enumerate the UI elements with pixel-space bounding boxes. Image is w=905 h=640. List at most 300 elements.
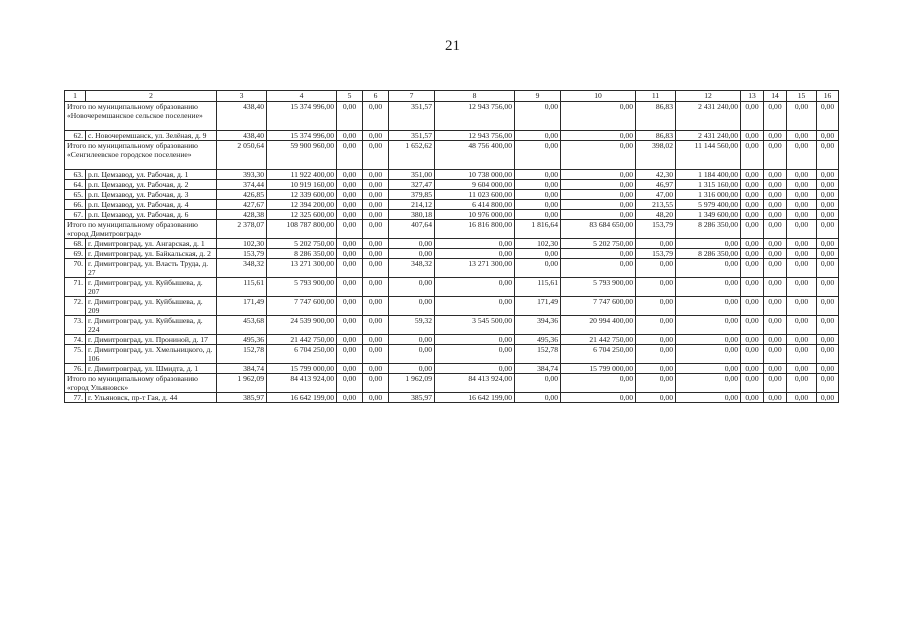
value-cell: 8 286 350,00 — [267, 249, 337, 259]
value-cell: 0,00 — [787, 210, 817, 220]
value-cell: 0,00 — [337, 141, 363, 170]
value-cell: 0,00 — [764, 335, 787, 345]
value-cell: 59,32 — [389, 316, 435, 335]
value-cell: 0,00 — [817, 210, 839, 220]
value-cell: 0,00 — [817, 220, 839, 239]
value-cell: 0,00 — [764, 102, 787, 131]
value-cell: 0,00 — [787, 131, 817, 141]
table-row — [65, 316, 839, 335]
column-number: 6 — [363, 91, 389, 102]
value-cell: 0,00 — [337, 364, 363, 374]
value-cell: 16 816 800,00 — [435, 220, 515, 239]
value-cell: 21 442 750,00 — [267, 335, 337, 345]
value-cell: 0,00 — [389, 297, 435, 316]
row-index: 63. — [65, 170, 86, 180]
value-cell: 214,12 — [389, 200, 435, 210]
value-cell: 438,40 — [217, 102, 267, 131]
value-cell: 8 286 350,00 — [676, 220, 741, 239]
value-cell: 12 943 756,00 — [435, 131, 515, 141]
value-cell: 348,32 — [217, 259, 267, 278]
value-cell: 1 316 000,00 — [676, 190, 741, 200]
address-cell: г. Димитровград, ул. Ангарская, д. 1 — [86, 239, 217, 249]
value-cell: 0,00 — [676, 297, 741, 316]
value-cell: 0,00 — [363, 345, 389, 364]
value-cell: 171,49 — [217, 297, 267, 316]
value-cell: 0,00 — [515, 131, 561, 141]
value-cell: 0,00 — [787, 316, 817, 335]
column-number: 8 — [435, 91, 515, 102]
value-cell: 15 799 000,00 — [561, 364, 636, 374]
value-cell: 6 704 250,00 — [267, 345, 337, 364]
value-cell: 0,00 — [561, 180, 636, 190]
value-cell: 10 976 000,00 — [435, 210, 515, 220]
value-cell: 0,00 — [741, 239, 764, 249]
value-cell: 0,00 — [764, 278, 787, 297]
value-cell: 0,00 — [817, 131, 839, 141]
value-cell: 0,00 — [741, 170, 764, 180]
value-cell: 0,00 — [817, 374, 839, 393]
register-table-container — [64, 90, 838, 403]
value-cell: 46,97 — [636, 180, 676, 190]
value-cell: 0,00 — [764, 220, 787, 239]
value-cell: 0,00 — [741, 210, 764, 220]
value-cell: 0,00 — [337, 210, 363, 220]
table-row — [65, 297, 839, 316]
value-cell: 0,00 — [764, 345, 787, 364]
address-cell: г. Ульяновск, пр-т Гая, д. 44 — [86, 393, 217, 403]
value-cell: 0,00 — [515, 170, 561, 180]
value-cell: 0,00 — [337, 278, 363, 297]
value-cell: 12 325 600,00 — [267, 210, 337, 220]
value-cell: 0,00 — [636, 239, 676, 249]
value-cell: 0,00 — [389, 364, 435, 374]
value-cell: 12 943 756,00 — [435, 102, 515, 131]
value-cell: 380,18 — [389, 210, 435, 220]
value-cell: 0,00 — [764, 131, 787, 141]
address-cell: р.п. Цемзавод, ул. Рабочая, д. 6 — [86, 210, 217, 220]
value-cell: 374,44 — [217, 180, 267, 190]
value-cell: 0,00 — [435, 249, 515, 259]
value-cell: 495,36 — [515, 335, 561, 345]
table-row — [65, 335, 839, 345]
value-cell: 16 642 199,00 — [267, 393, 337, 403]
value-cell: 351,57 — [389, 131, 435, 141]
value-cell: 0,00 — [515, 200, 561, 210]
row-index: 62. — [65, 131, 86, 141]
address-cell: г. Димитровград, ул. Куйбышева, д. 207 — [86, 278, 217, 297]
value-cell: 0,00 — [337, 259, 363, 278]
value-cell: 0,00 — [337, 297, 363, 316]
value-cell: 2 378,07 — [217, 220, 267, 239]
value-cell: 0,00 — [636, 374, 676, 393]
row-index: 71. — [65, 278, 86, 297]
column-number: 15 — [787, 91, 817, 102]
value-cell: 102,30 — [217, 239, 267, 249]
value-cell: 0,00 — [787, 393, 817, 403]
table-row — [65, 345, 839, 364]
value-cell: 0,00 — [363, 210, 389, 220]
value-cell: 0,00 — [817, 364, 839, 374]
row-index: 68. — [65, 239, 86, 249]
value-cell: 2 431 240,00 — [676, 131, 741, 141]
value-cell: 0,00 — [561, 131, 636, 141]
value-cell: 0,00 — [515, 210, 561, 220]
value-cell: 1 962,09 — [389, 374, 435, 393]
value-cell: 0,00 — [787, 374, 817, 393]
value-cell: 0,00 — [389, 345, 435, 364]
value-cell: 384,74 — [515, 364, 561, 374]
value-cell: 0,00 — [676, 239, 741, 249]
value-cell: 0,00 — [741, 102, 764, 131]
row-index: 65. — [65, 190, 86, 200]
value-cell: 453,68 — [217, 316, 267, 335]
row-index: 73. — [65, 316, 86, 335]
value-cell: 0,00 — [817, 200, 839, 210]
address-cell: г. Димитровград, ул. Шмидта, д. 1 — [86, 364, 217, 374]
value-cell: 0,00 — [337, 239, 363, 249]
value-cell: 0,00 — [561, 102, 636, 131]
address-cell: г. Димитровград, ул. Байкальская, д. 2 — [86, 249, 217, 259]
value-cell: 0,00 — [561, 249, 636, 259]
value-cell: 398,02 — [636, 141, 676, 170]
value-cell: 393,30 — [217, 170, 267, 180]
value-cell: 426,85 — [217, 190, 267, 200]
value-cell: 0,00 — [435, 278, 515, 297]
value-cell: 0,00 — [741, 316, 764, 335]
value-cell: 6 704 250,00 — [561, 345, 636, 364]
value-cell: 0,00 — [561, 210, 636, 220]
value-cell: 348,32 — [389, 259, 435, 278]
value-cell: 0,00 — [363, 316, 389, 335]
value-cell: 0,00 — [515, 249, 561, 259]
address-cell: р.п. Цемзавод, ул. Рабочая, д. 3 — [86, 190, 217, 200]
table-row — [65, 278, 839, 297]
column-number: 13 — [741, 91, 764, 102]
value-cell: 0,00 — [676, 316, 741, 335]
row-index: 77. — [65, 393, 86, 403]
column-number: 7 — [389, 91, 435, 102]
value-cell: 0,00 — [787, 102, 817, 131]
value-cell: 5 202 750,00 — [267, 239, 337, 249]
value-cell: 0,00 — [764, 210, 787, 220]
value-cell: 0,00 — [741, 374, 764, 393]
table-row — [65, 210, 839, 220]
value-cell: 0,00 — [676, 393, 741, 403]
row-index: 64. — [65, 180, 86, 190]
value-cell: 48,20 — [636, 210, 676, 220]
value-cell: 0,00 — [817, 316, 839, 335]
value-cell: 0,00 — [561, 190, 636, 200]
value-cell: 407,64 — [389, 220, 435, 239]
value-cell: 0,00 — [741, 345, 764, 364]
value-cell: 379,85 — [389, 190, 435, 200]
value-cell: 0,00 — [636, 345, 676, 364]
value-cell: 16 642 199,00 — [435, 393, 515, 403]
value-cell: 21 442 750,00 — [561, 335, 636, 345]
value-cell: 0,00 — [741, 180, 764, 190]
value-cell: 0,00 — [337, 393, 363, 403]
value-cell: 0,00 — [787, 297, 817, 316]
value-cell: 213,55 — [636, 200, 676, 210]
address-cell: г. Димитровград, ул. Прониной, д. 17 — [86, 335, 217, 345]
value-cell: 0,00 — [435, 364, 515, 374]
value-cell: 0,00 — [817, 345, 839, 364]
subtotal-label: Итого по муниципальному образованию «город Димитровград» — [65, 220, 217, 239]
value-cell: 0,00 — [337, 131, 363, 141]
value-cell: 1 349 600,00 — [676, 210, 741, 220]
value-cell: 0,00 — [636, 316, 676, 335]
value-cell: 0,00 — [363, 393, 389, 403]
subtotal-row — [65, 220, 839, 239]
row-index: 76. — [65, 364, 86, 374]
column-number: 4 — [267, 91, 337, 102]
value-cell: 2 050,64 — [217, 141, 267, 170]
value-cell: 0,00 — [787, 278, 817, 297]
value-cell: 5 202 750,00 — [561, 239, 636, 249]
column-number: 11 — [636, 91, 676, 102]
column-number: 12 — [676, 91, 741, 102]
value-cell: 0,00 — [337, 374, 363, 393]
address-cell: с. Новочеремшанск, ул. Зелёная, д. 9 — [86, 131, 217, 141]
value-cell: 0,00 — [676, 335, 741, 345]
page-number: 21 — [445, 38, 460, 54]
value-cell: 0,00 — [636, 335, 676, 345]
table-row — [65, 249, 839, 259]
value-cell: 0,00 — [363, 131, 389, 141]
value-cell: 8 286 350,00 — [676, 249, 741, 259]
value-cell: 0,00 — [636, 297, 676, 316]
value-cell: 0,00 — [337, 190, 363, 200]
value-cell: 0,00 — [676, 374, 741, 393]
address-cell: г. Димитровград, ул. Куйбышева, д. 224 — [86, 316, 217, 335]
value-cell: 0,00 — [787, 220, 817, 239]
value-cell: 0,00 — [337, 345, 363, 364]
value-cell: 351,00 — [389, 170, 435, 180]
value-cell: 0,00 — [764, 374, 787, 393]
value-cell: 1 315 160,00 — [676, 180, 741, 190]
value-cell: 0,00 — [764, 393, 787, 403]
value-cell: 0,00 — [337, 200, 363, 210]
value-cell: 0,00 — [636, 364, 676, 374]
value-cell: 59 900 960,00 — [267, 141, 337, 170]
value-cell: 0,00 — [787, 141, 817, 170]
value-cell: 0,00 — [741, 335, 764, 345]
value-cell: 102,30 — [515, 239, 561, 249]
table-row — [65, 190, 839, 200]
value-cell: 0,00 — [561, 393, 636, 403]
value-cell: 428,38 — [217, 210, 267, 220]
column-number: 1 — [65, 91, 86, 102]
value-cell: 12 339 600,00 — [267, 190, 337, 200]
value-cell: 0,00 — [741, 249, 764, 259]
subtotal-row — [65, 102, 839, 131]
value-cell: 0,00 — [764, 364, 787, 374]
value-cell: 108 787 800,00 — [267, 220, 337, 239]
value-cell: 0,00 — [676, 364, 741, 374]
value-cell: 0,00 — [741, 190, 764, 200]
value-cell: 171,49 — [515, 297, 561, 316]
value-cell: 0,00 — [363, 374, 389, 393]
value-cell: 84 413 924,00 — [435, 374, 515, 393]
value-cell: 6 414 800,00 — [435, 200, 515, 210]
row-index: 67. — [65, 210, 86, 220]
value-cell: 0,00 — [741, 278, 764, 297]
value-cell: 1 816,64 — [515, 220, 561, 239]
value-cell: 495,36 — [217, 335, 267, 345]
value-cell: 0,00 — [363, 335, 389, 345]
value-cell: 0,00 — [764, 200, 787, 210]
table-row — [65, 170, 839, 180]
table-body — [65, 91, 839, 403]
value-cell: 0,00 — [389, 249, 435, 259]
address-cell: р.п. Цемзавод, ул. Рабочая, д. 4 — [86, 200, 217, 210]
table-row — [65, 180, 839, 190]
address-cell: р.п. Цемзавод, ул. Рабочая, д. 1 — [86, 170, 217, 180]
value-cell: 0,00 — [741, 220, 764, 239]
value-cell: 0,00 — [561, 200, 636, 210]
row-index: 75. — [65, 345, 86, 364]
value-cell: 0,00 — [787, 364, 817, 374]
value-cell: 0,00 — [363, 141, 389, 170]
value-cell: 47,00 — [636, 190, 676, 200]
value-cell: 153,79 — [217, 249, 267, 259]
subtotal-label: Итого по муниципальному образованию «Новочеремшанское сельское поселение» — [65, 102, 217, 131]
address-cell: г. Димитровград, ул. Власть Труда, д. 27 — [86, 259, 217, 278]
value-cell: 5 793 900,00 — [561, 278, 636, 297]
value-cell: 0,00 — [676, 259, 741, 278]
value-cell: 0,00 — [764, 190, 787, 200]
value-cell: 2 431 240,00 — [676, 102, 741, 131]
row-index: 74. — [65, 335, 86, 345]
value-cell: 0,00 — [561, 374, 636, 393]
value-cell: 0,00 — [817, 335, 839, 345]
value-cell: 48 756 400,00 — [435, 141, 515, 170]
column-number: 5 — [337, 91, 363, 102]
value-cell: 0,00 — [337, 316, 363, 335]
address-cell: г. Димитровград, ул. Хмельницкого, д. 106 — [86, 345, 217, 364]
value-cell: 0,00 — [337, 220, 363, 239]
value-cell: 0,00 — [817, 170, 839, 180]
subtotal-label: Итого по муниципальному образованию «Сенгилеевское городское поселение» — [65, 141, 217, 170]
value-cell: 0,00 — [817, 278, 839, 297]
value-cell: 0,00 — [363, 364, 389, 374]
value-cell: 10 738 000,00 — [435, 170, 515, 180]
value-cell: 11 023 600,00 — [435, 190, 515, 200]
value-cell: 0,00 — [817, 249, 839, 259]
value-cell: 0,00 — [435, 239, 515, 249]
value-cell: 385,97 — [389, 393, 435, 403]
value-cell: 13 271 300,00 — [267, 259, 337, 278]
value-cell: 0,00 — [389, 239, 435, 249]
column-number: 16 — [817, 91, 839, 102]
table-row — [65, 259, 839, 278]
value-cell: 1 184 400,00 — [676, 170, 741, 180]
column-number: 2 — [86, 91, 217, 102]
table-row — [65, 364, 839, 374]
value-cell: 0,00 — [363, 190, 389, 200]
value-cell: 0,00 — [764, 316, 787, 335]
value-cell: 0,00 — [435, 297, 515, 316]
row-index: 69. — [65, 249, 86, 259]
value-cell: 5 979 400,00 — [676, 200, 741, 210]
column-number-row — [65, 91, 839, 102]
value-cell: 115,61 — [515, 278, 561, 297]
subtotal-row — [65, 141, 839, 170]
value-cell: 0,00 — [515, 141, 561, 170]
value-cell: 11 922 400,00 — [267, 170, 337, 180]
value-cell: 0,00 — [337, 335, 363, 345]
value-cell: 1 652,62 — [389, 141, 435, 170]
value-cell: 0,00 — [764, 259, 787, 278]
value-cell: 0,00 — [764, 180, 787, 190]
address-cell: г. Димитровград, ул. Куйбышева, д. 209 — [86, 297, 217, 316]
subtotal-label: Итого по муниципальному образованию «город Ульяновск» — [65, 374, 217, 393]
value-cell: 0,00 — [363, 220, 389, 239]
value-cell: 0,00 — [636, 393, 676, 403]
value-cell: 0,00 — [817, 180, 839, 190]
value-cell: 0,00 — [363, 200, 389, 210]
value-cell: 0,00 — [676, 278, 741, 297]
column-number: 14 — [764, 91, 787, 102]
value-cell: 0,00 — [363, 102, 389, 131]
value-cell: 0,00 — [817, 297, 839, 316]
value-cell: 12 394 200,00 — [267, 200, 337, 210]
value-cell: 0,00 — [764, 249, 787, 259]
value-cell: 84 413 924,00 — [267, 374, 337, 393]
value-cell: 0,00 — [787, 345, 817, 364]
column-number: 9 — [515, 91, 561, 102]
value-cell: 0,00 — [741, 131, 764, 141]
value-cell: 0,00 — [636, 278, 676, 297]
value-cell: 1 962,09 — [217, 374, 267, 393]
value-cell: 0,00 — [435, 335, 515, 345]
value-cell: 9 604 000,00 — [435, 180, 515, 190]
value-cell: 0,00 — [787, 249, 817, 259]
value-cell: 7 747 600,00 — [561, 297, 636, 316]
value-cell: 0,00 — [363, 239, 389, 249]
value-cell: 0,00 — [787, 200, 817, 210]
value-cell: 0,00 — [636, 259, 676, 278]
value-cell: 11 144 560,00 — [676, 141, 741, 170]
subtotal-row — [65, 374, 839, 393]
value-cell: 10 919 160,00 — [267, 180, 337, 190]
value-cell: 0,00 — [787, 239, 817, 249]
address-cell: р.п. Цемзавод, ул. Рабочая, д. 2 — [86, 180, 217, 190]
value-cell: 7 747 600,00 — [267, 297, 337, 316]
value-cell: 0,00 — [764, 239, 787, 249]
value-cell: 327,47 — [389, 180, 435, 190]
value-cell: 427,67 — [217, 200, 267, 210]
row-index: 66. — [65, 200, 86, 210]
value-cell: 15 374 996,00 — [267, 131, 337, 141]
value-cell: 0,00 — [817, 141, 839, 170]
value-cell: 0,00 — [817, 239, 839, 249]
value-cell: 438,40 — [217, 131, 267, 141]
value-cell: 385,97 — [217, 393, 267, 403]
value-cell: 0,00 — [817, 190, 839, 200]
value-cell: 115,61 — [217, 278, 267, 297]
value-cell: 0,00 — [817, 393, 839, 403]
table-row — [65, 131, 839, 141]
value-cell: 15 799 000,00 — [267, 364, 337, 374]
value-cell: 24 539 900,00 — [267, 316, 337, 335]
value-cell: 0,00 — [515, 393, 561, 403]
value-cell: 0,00 — [741, 393, 764, 403]
value-cell: 152,78 — [515, 345, 561, 364]
value-cell: 0,00 — [561, 170, 636, 180]
row-index: 72. — [65, 297, 86, 316]
value-cell: 0,00 — [741, 259, 764, 278]
